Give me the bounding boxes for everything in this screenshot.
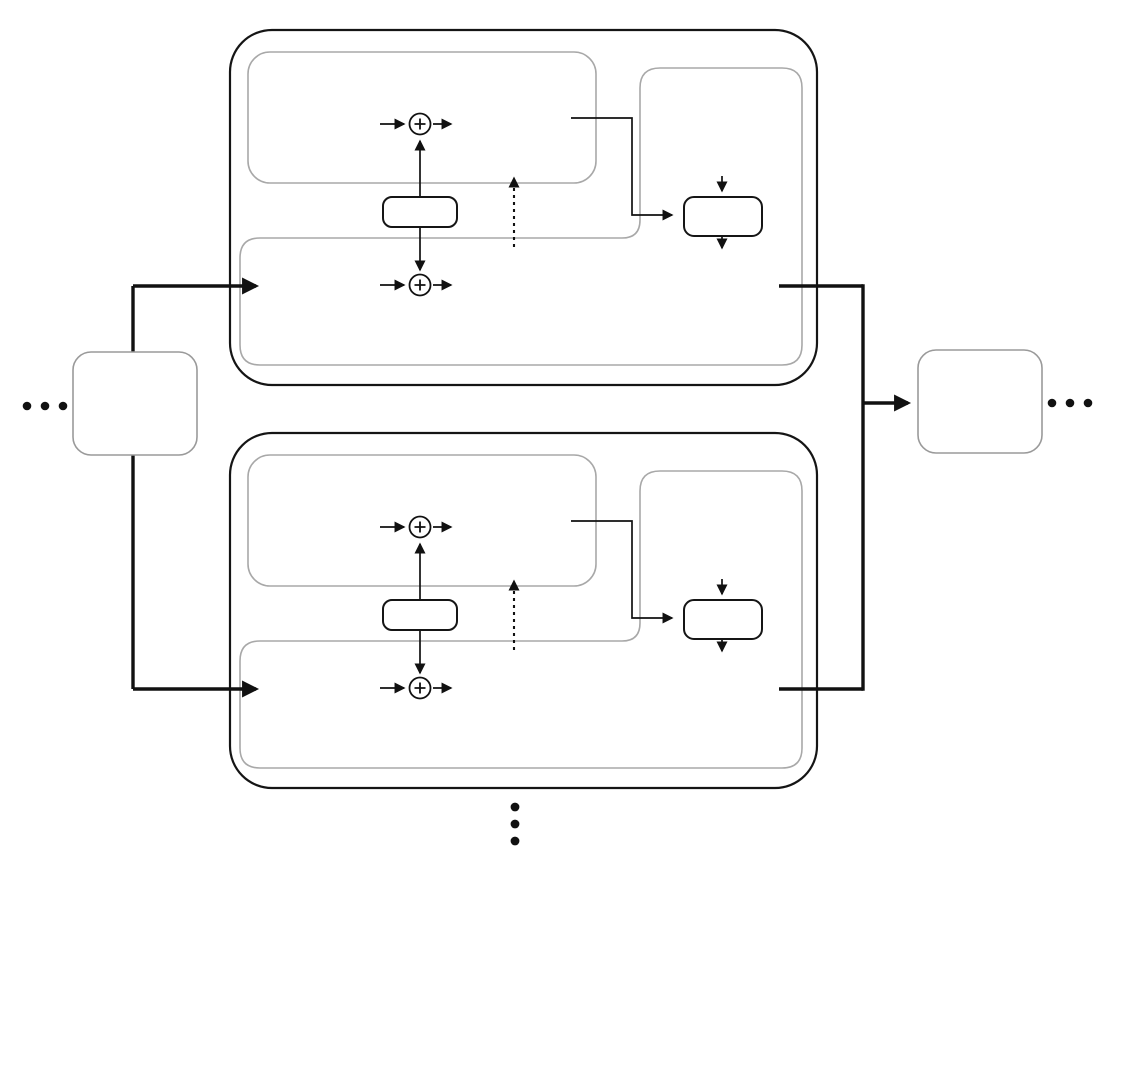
variable-2-group bbox=[230, 433, 817, 788]
network-left-box bbox=[73, 352, 197, 455]
network-right-box bbox=[918, 350, 1042, 453]
alice-plus-icon bbox=[410, 517, 431, 538]
bob-plus-icon bbox=[410, 678, 431, 699]
network-left-node bbox=[73, 352, 197, 455]
noise-box bbox=[383, 197, 457, 227]
network-right-node bbox=[918, 350, 1042, 453]
variable-1-group bbox=[230, 30, 817, 385]
alice-plus-icon bbox=[410, 114, 431, 135]
bayesian-update-box bbox=[684, 197, 762, 236]
bob-plus-icon bbox=[410, 275, 431, 296]
sample-line bbox=[571, 521, 672, 618]
network-connections bbox=[133, 284, 908, 690]
ellipsis-vertical-icon bbox=[511, 803, 520, 846]
ellipsis-right-icon bbox=[1048, 399, 1093, 408]
ellipsis-left-icon bbox=[23, 402, 68, 411]
bayesian-update-box bbox=[684, 600, 762, 639]
sample-line bbox=[571, 118, 672, 215]
noise-box bbox=[383, 600, 457, 630]
